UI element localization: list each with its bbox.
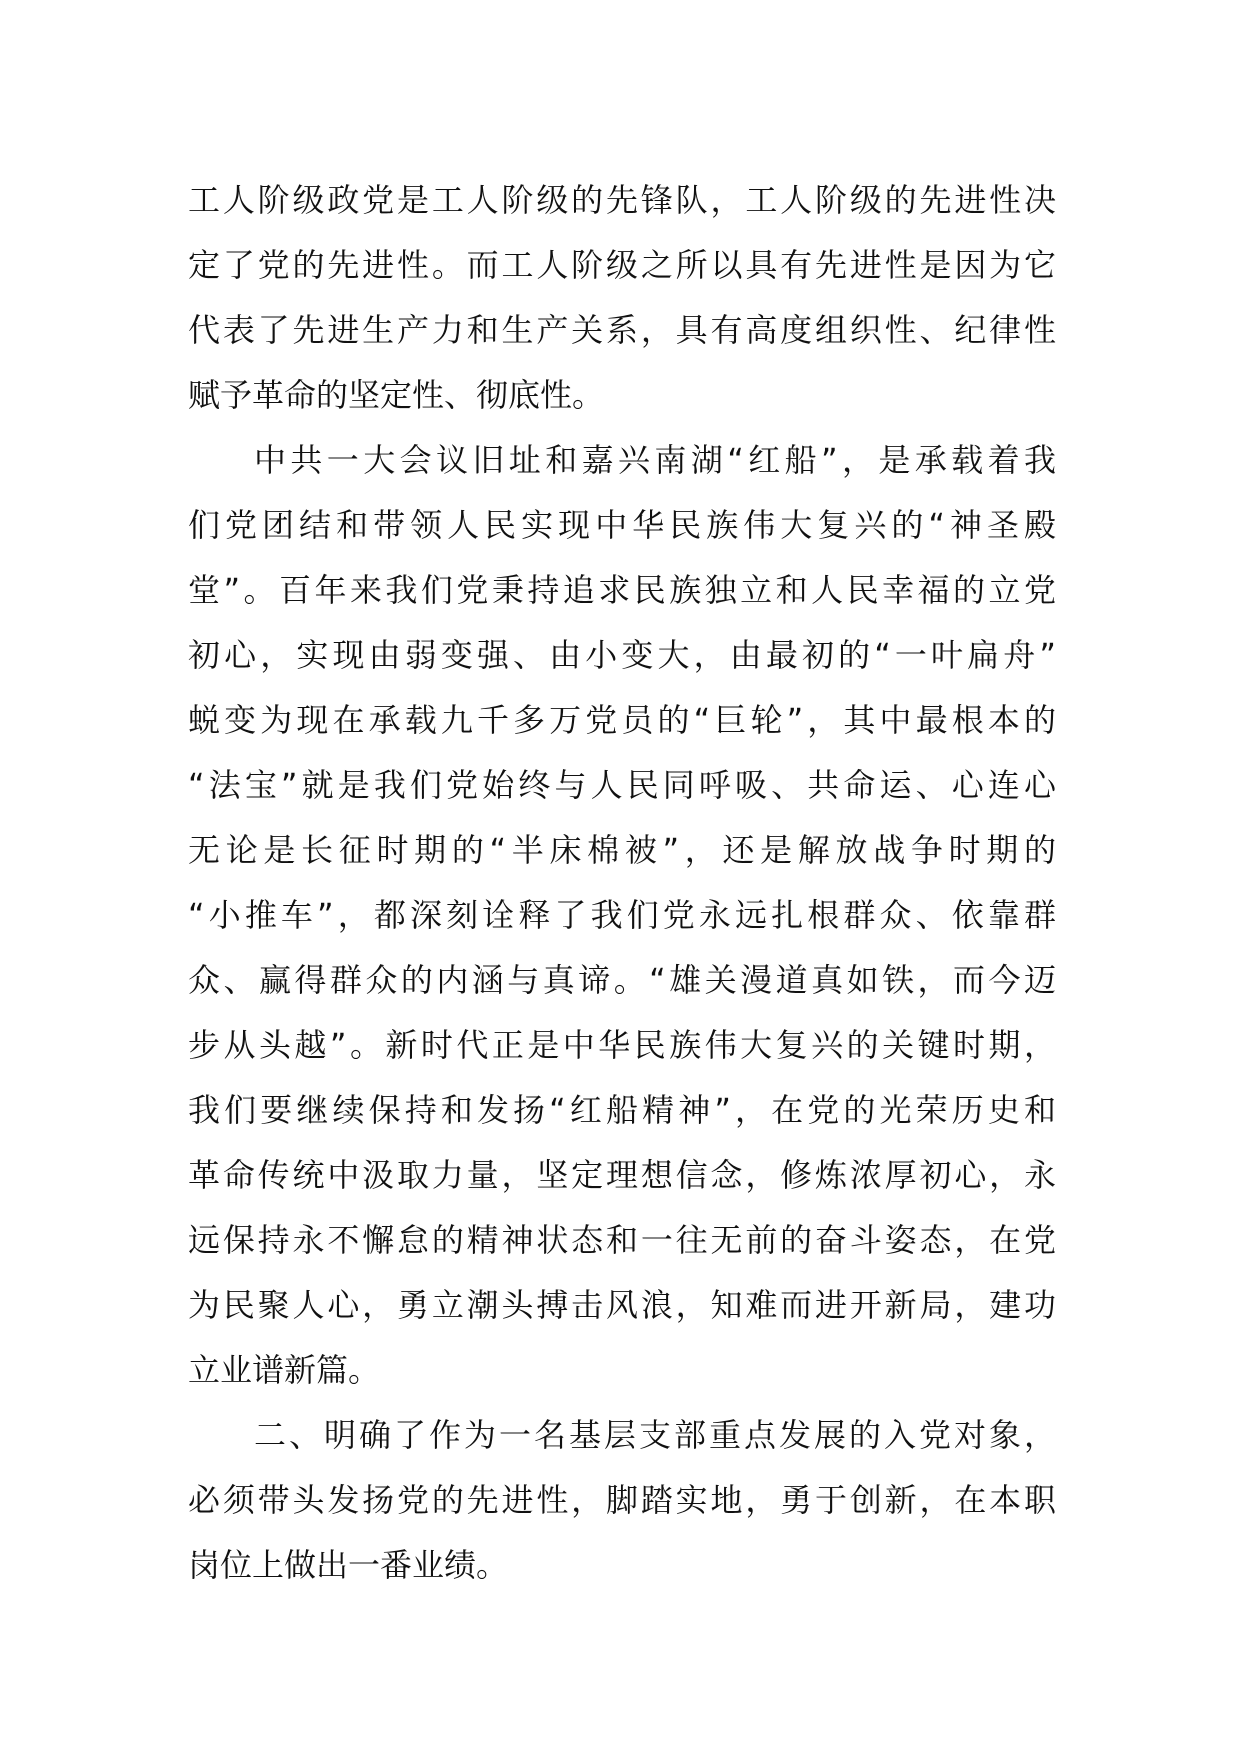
text-line: 代表了先进生产力和生产关系，具有高度组织性、纪律性 <box>188 311 1056 349</box>
text-line: 无论是长征时期的“半床棉被”，还是解放战争时期的 <box>188 831 1056 869</box>
text-line: 中共一大会议旧址和嘉兴南湖“红船”，是承载着我 <box>254 441 1056 479</box>
text-line: “小推车”，都深刻诠释了我们党永远扎根群众、依靠群 <box>188 896 1056 934</box>
text-line: 初心，实现由弱变强、由小变大，由最初的“一叶扁舟” <box>188 636 1056 674</box>
text-line: 蜕变为现在承载九千多万党员的“巨轮”，其中最根本的 <box>188 701 1056 739</box>
text-line: 必须带头发扬党的先进性，脚踏实地，勇于创新，在本职 <box>188 1481 1056 1519</box>
paragraph-3 <box>188 1403 1056 1598</box>
text-line: 二、明确了作为一名基层支部重点发展的入党对象， <box>254 1416 1056 1454</box>
paragraph-1 <box>188 168 1056 428</box>
paragraph-2 <box>188 428 1056 1403</box>
text-line: 我们要继续保持和发扬“红船精神”，在党的光荣历史和 <box>188 1091 1056 1129</box>
text-line: 们党团结和带领人民实现中华民族伟大复兴的“神圣殿 <box>188 506 1056 544</box>
text-line: 步从头越”。新时代正是中华民族伟大复兴的关键时期， <box>188 1026 1056 1064</box>
text-line: 立业谱新篇。 <box>188 1351 381 1389</box>
text-line: 为民聚人心，勇立潮头搏击风浪，知难而进开新局，建功 <box>188 1286 1056 1324</box>
text-line: 赋予革命的坚定性、彻底性。 <box>188 376 605 414</box>
body-text <box>188 168 1056 1598</box>
text-line: 工人阶级政党是工人阶级的先锋队，工人阶级的先进性决 <box>188 181 1056 219</box>
text-line: 岗位上做出一番业绩。 <box>188 1546 509 1584</box>
text-line: 远保持永不懈怠的精神状态和一往无前的奋斗姿态，在党 <box>188 1221 1056 1259</box>
text-line: 定了党的先进性。而工人阶级之所以具有先进性是因为它 <box>188 246 1056 284</box>
text-line: 堂”。百年来我们党秉持追求民族独立和人民幸福的立党 <box>188 571 1056 609</box>
text-line: 众、赢得群众的内涵与真谛。“雄关漫道真如铁，而今迈 <box>188 961 1056 999</box>
text-line: “法宝”就是我们党始终与人民同呼吸、共命运、心连心 <box>188 766 1056 804</box>
text-line: 革命传统中汲取力量，坚定理想信念，修炼浓厚初心，永 <box>188 1156 1056 1194</box>
